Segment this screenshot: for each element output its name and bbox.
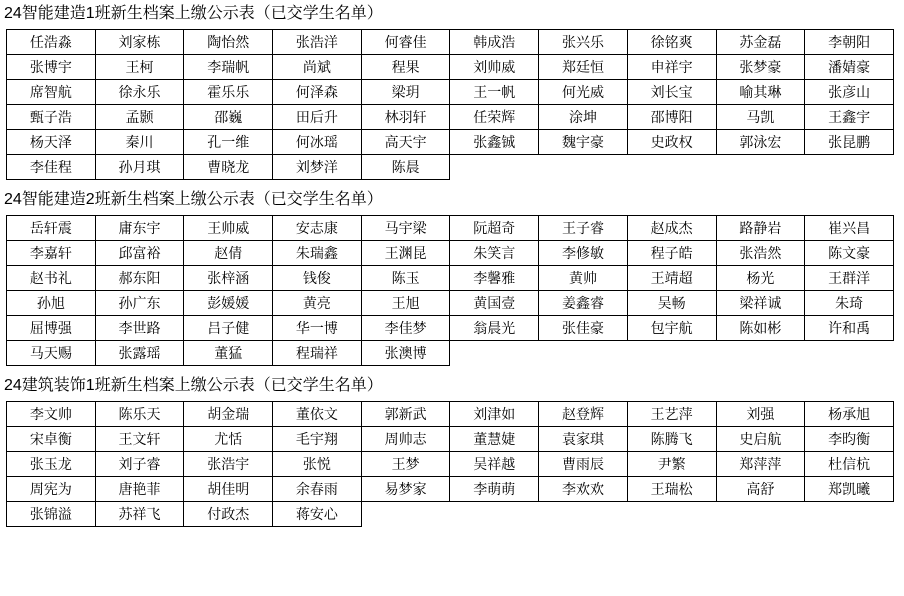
student-name-cell: 席智航 xyxy=(7,80,96,105)
student-name-cell: 苏祥飞 xyxy=(95,502,184,527)
table-row xyxy=(7,216,894,241)
student-name-cell: 王子睿 xyxy=(539,216,628,241)
student-name-cell: 张佳豪 xyxy=(539,316,628,341)
student-name-cell: 毛宇翔 xyxy=(273,427,362,452)
student-name-cell: 涂坤 xyxy=(539,105,628,130)
student-name-cell: 马凯 xyxy=(716,105,805,130)
student-name-cell: 何冰瑶 xyxy=(273,130,362,155)
student-name-cell: 王靖超 xyxy=(627,266,716,291)
empty-cell xyxy=(450,502,539,527)
student-name-cell: 曹晓龙 xyxy=(184,155,273,180)
student-name-cell: 翁晨光 xyxy=(450,316,539,341)
student-name-cell: 李昀衡 xyxy=(805,427,894,452)
student-name-cell: 孔一维 xyxy=(184,130,273,155)
student-name-cell: 王鑫宇 xyxy=(805,105,894,130)
student-name-cell: 高天宇 xyxy=(361,130,450,155)
table-row xyxy=(7,80,894,105)
roster-table xyxy=(6,29,894,180)
empty-cell xyxy=(805,341,894,366)
student-name-cell: 姜鑫睿 xyxy=(539,291,628,316)
table-row xyxy=(7,341,894,366)
student-name-cell: 张彦山 xyxy=(805,80,894,105)
student-name-cell: 赵成杰 xyxy=(627,216,716,241)
section-title: 24智能建造1班新生档案上缴公示表（已交学生名单） xyxy=(4,5,383,22)
student-name-cell: 胡金瑞 xyxy=(184,402,273,427)
student-name-cell: 张博宇 xyxy=(7,55,96,80)
student-name-cell: 史启航 xyxy=(716,427,805,452)
student-name-cell: 马宇梁 xyxy=(361,216,450,241)
empty-cell xyxy=(805,502,894,527)
table-row xyxy=(7,30,894,55)
student-name-cell: 张玉龙 xyxy=(7,452,96,477)
student-name-cell: 杜信杭 xyxy=(805,452,894,477)
student-name-cell: 尚斌 xyxy=(273,55,362,80)
student-name-cell: 许和禹 xyxy=(805,316,894,341)
student-name-cell: 王旭 xyxy=(361,291,450,316)
student-name-cell: 张梓涵 xyxy=(184,266,273,291)
student-name-cell: 李世路 xyxy=(95,316,184,341)
section-title: 24智能建造2班新生档案上缴公示表（已交学生名单） xyxy=(4,191,383,208)
student-name-cell: 彭媛媛 xyxy=(184,291,273,316)
empty-cell xyxy=(539,341,628,366)
empty-cell xyxy=(539,502,628,527)
student-name-cell: 孟颢 xyxy=(95,105,184,130)
student-name-cell: 胡佳明 xyxy=(184,477,273,502)
student-name-cell: 易梦家 xyxy=(361,477,450,502)
empty-cell xyxy=(627,155,716,180)
student-name-cell: 杨天泽 xyxy=(7,130,96,155)
empty-cell xyxy=(716,502,805,527)
student-name-cell: 高舒 xyxy=(716,477,805,502)
student-name-cell: 张澳博 xyxy=(361,341,450,366)
student-name-cell: 何泽森 xyxy=(273,80,362,105)
student-name-cell: 吴畅 xyxy=(627,291,716,316)
student-name-cell: 郭新武 xyxy=(361,402,450,427)
table-row xyxy=(7,402,894,427)
student-name-cell: 张悦 xyxy=(273,452,362,477)
student-name-cell: 梁祥诚 xyxy=(716,291,805,316)
student-name-cell: 程瑞祥 xyxy=(273,341,362,366)
empty-cell xyxy=(361,502,450,527)
student-name-cell: 霍乐乐 xyxy=(184,80,273,105)
table-row xyxy=(7,266,894,291)
student-name-cell: 陈如彬 xyxy=(716,316,805,341)
student-name-cell: 孙月琪 xyxy=(95,155,184,180)
student-name-cell: 陈文豪 xyxy=(805,241,894,266)
student-name-cell: 周帅志 xyxy=(361,427,450,452)
table-row xyxy=(7,427,894,452)
student-name-cell: 喻其琳 xyxy=(716,80,805,105)
student-name-cell: 王帅威 xyxy=(184,216,273,241)
table-row xyxy=(7,55,894,80)
student-name-cell: 张浩洋 xyxy=(273,30,362,55)
section-title: 24建筑装饰1班新生档案上缴公示表（已交学生名单） xyxy=(4,377,383,394)
student-name-cell: 袁家琪 xyxy=(539,427,628,452)
student-name-cell: 陈腾飞 xyxy=(627,427,716,452)
student-name-cell: 朱琦 xyxy=(805,291,894,316)
table-row xyxy=(7,291,894,316)
student-name-cell: 张浩宇 xyxy=(184,452,273,477)
student-name-cell: 刘长宝 xyxy=(627,80,716,105)
student-name-cell: 张昆鹏 xyxy=(805,130,894,155)
student-name-cell: 王柯 xyxy=(95,55,184,80)
empty-cell xyxy=(627,341,716,366)
table-row xyxy=(7,130,894,155)
student-name-cell: 张浩然 xyxy=(716,241,805,266)
table-row xyxy=(7,316,894,341)
student-name-cell: 郝东阳 xyxy=(95,266,184,291)
student-name-cell: 蒋安心 xyxy=(273,502,362,527)
student-name-cell: 岳轩震 xyxy=(7,216,96,241)
student-name-cell: 郑廷恒 xyxy=(539,55,628,80)
student-name-cell: 赵书礼 xyxy=(7,266,96,291)
empty-cell xyxy=(716,341,805,366)
student-name-cell: 李嘉轩 xyxy=(7,241,96,266)
student-name-cell: 路静岩 xyxy=(716,216,805,241)
student-name-cell: 赵登辉 xyxy=(539,402,628,427)
empty-cell xyxy=(805,155,894,180)
student-name-cell: 任荣辉 xyxy=(450,105,539,130)
student-name-cell: 曹雨辰 xyxy=(539,452,628,477)
student-name-cell: 秦川 xyxy=(95,130,184,155)
student-name-cell: 邵博阳 xyxy=(627,105,716,130)
student-name-cell: 王群洋 xyxy=(805,266,894,291)
table-row xyxy=(7,452,894,477)
student-name-cell: 黄亮 xyxy=(273,291,362,316)
student-name-cell: 邵巍 xyxy=(184,105,273,130)
student-name-cell: 申祥宇 xyxy=(627,55,716,80)
student-name-cell: 何睿佳 xyxy=(361,30,450,55)
student-name-cell: 程果 xyxy=(361,55,450,80)
student-name-cell: 黄国壹 xyxy=(450,291,539,316)
student-name-cell: 田后升 xyxy=(273,105,362,130)
student-name-cell: 王瑞松 xyxy=(627,477,716,502)
student-name-cell: 李馨雅 xyxy=(450,266,539,291)
roster-table xyxy=(6,215,894,366)
student-name-cell: 吕子健 xyxy=(184,316,273,341)
student-name-cell: 董慧婕 xyxy=(450,427,539,452)
student-name-cell: 杨光 xyxy=(716,266,805,291)
student-name-cell: 张鑫铖 xyxy=(450,130,539,155)
student-name-cell: 林羽轩 xyxy=(361,105,450,130)
student-name-cell: 华一博 xyxy=(273,316,362,341)
student-name-cell: 郑萍萍 xyxy=(716,452,805,477)
student-name-cell: 陈晨 xyxy=(361,155,450,180)
student-name-cell: 包宇航 xyxy=(627,316,716,341)
student-name-cell: 董依文 xyxy=(273,402,362,427)
student-name-cell: 黄帅 xyxy=(539,266,628,291)
student-name-cell: 魏宇豪 xyxy=(539,130,628,155)
student-name-cell: 杨承旭 xyxy=(805,402,894,427)
roster-section xyxy=(0,186,904,366)
student-name-cell: 陶怡然 xyxy=(184,30,273,55)
student-name-cell: 刘强 xyxy=(716,402,805,427)
student-name-cell: 阮超奇 xyxy=(450,216,539,241)
student-name-cell: 郑凯曦 xyxy=(805,477,894,502)
student-name-cell: 唐艳菲 xyxy=(95,477,184,502)
student-name-cell: 尹繁 xyxy=(627,452,716,477)
roster-section xyxy=(0,0,904,180)
student-name-cell: 周宪为 xyxy=(7,477,96,502)
student-name-cell: 崔兴昌 xyxy=(805,216,894,241)
table-row xyxy=(7,155,894,180)
student-name-cell: 梁玥 xyxy=(361,80,450,105)
student-name-cell: 钱俊 xyxy=(273,266,362,291)
student-name-cell: 张兴乐 xyxy=(539,30,628,55)
table-row xyxy=(7,477,894,502)
table-row xyxy=(7,502,894,527)
empty-cell xyxy=(450,341,539,366)
student-name-cell: 任浩淼 xyxy=(7,30,96,55)
empty-cell xyxy=(627,502,716,527)
student-name-cell: 李文帅 xyxy=(7,402,96,427)
student-name-cell: 赵倩 xyxy=(184,241,273,266)
student-name-cell: 李佳程 xyxy=(7,155,96,180)
student-name-cell: 郭泳宏 xyxy=(716,130,805,155)
student-name-cell: 吴祥越 xyxy=(450,452,539,477)
student-name-cell: 李朝阳 xyxy=(805,30,894,55)
student-name-cell: 刘子睿 xyxy=(95,452,184,477)
student-name-cell: 庸东宇 xyxy=(95,216,184,241)
student-name-cell: 王梦 xyxy=(361,452,450,477)
student-name-cell: 徐永乐 xyxy=(95,80,184,105)
table-row xyxy=(7,105,894,130)
student-name-cell: 余春雨 xyxy=(273,477,362,502)
empty-cell xyxy=(716,155,805,180)
student-name-cell: 王文轩 xyxy=(95,427,184,452)
student-name-cell: 陈玉 xyxy=(361,266,450,291)
student-name-cell: 程子皓 xyxy=(627,241,716,266)
student-name-cell: 刘梦洋 xyxy=(273,155,362,180)
student-name-cell: 李萌萌 xyxy=(450,477,539,502)
student-name-cell: 李佳梦 xyxy=(361,316,450,341)
empty-cell xyxy=(450,155,539,180)
student-name-cell: 张露瑶 xyxy=(95,341,184,366)
table-row xyxy=(7,241,894,266)
student-name-cell: 孙旭 xyxy=(7,291,96,316)
student-name-cell: 邱富裕 xyxy=(95,241,184,266)
student-name-cell: 王艺萍 xyxy=(627,402,716,427)
student-name-cell: 甄子浩 xyxy=(7,105,96,130)
roster-section xyxy=(0,372,904,527)
student-name-cell: 王渊昆 xyxy=(361,241,450,266)
student-name-cell: 尤恬 xyxy=(184,427,273,452)
student-name-cell: 韩成浩 xyxy=(450,30,539,55)
student-name-cell: 朱瑞鑫 xyxy=(273,241,362,266)
student-name-cell: 李修敏 xyxy=(539,241,628,266)
student-name-cell: 徐铭爽 xyxy=(627,30,716,55)
student-name-cell: 何光威 xyxy=(539,80,628,105)
student-name-cell: 宋卓衡 xyxy=(7,427,96,452)
empty-cell xyxy=(539,155,628,180)
student-name-cell: 李瑞帆 xyxy=(184,55,273,80)
student-name-cell: 刘津如 xyxy=(450,402,539,427)
student-name-cell: 史政权 xyxy=(627,130,716,155)
student-name-cell: 张锦溢 xyxy=(7,502,96,527)
student-name-cell: 董猛 xyxy=(184,341,273,366)
student-name-cell: 刘帅威 xyxy=(450,55,539,80)
student-name-cell: 刘家栋 xyxy=(95,30,184,55)
student-name-cell: 朱笑言 xyxy=(450,241,539,266)
student-name-cell: 陈乐天 xyxy=(95,402,184,427)
student-name-cell: 张梦豪 xyxy=(716,55,805,80)
student-name-cell: 安志康 xyxy=(273,216,362,241)
student-name-cell: 苏金磊 xyxy=(716,30,805,55)
student-name-cell: 孙广东 xyxy=(95,291,184,316)
student-name-cell: 屈博强 xyxy=(7,316,96,341)
student-name-cell: 马天赐 xyxy=(7,341,96,366)
student-name-cell: 付政杰 xyxy=(184,502,273,527)
student-name-cell: 李欢欢 xyxy=(539,477,628,502)
roster-table xyxy=(6,401,894,527)
student-name-cell: 潘婧豪 xyxy=(805,55,894,80)
student-name-cell: 王一帆 xyxy=(450,80,539,105)
